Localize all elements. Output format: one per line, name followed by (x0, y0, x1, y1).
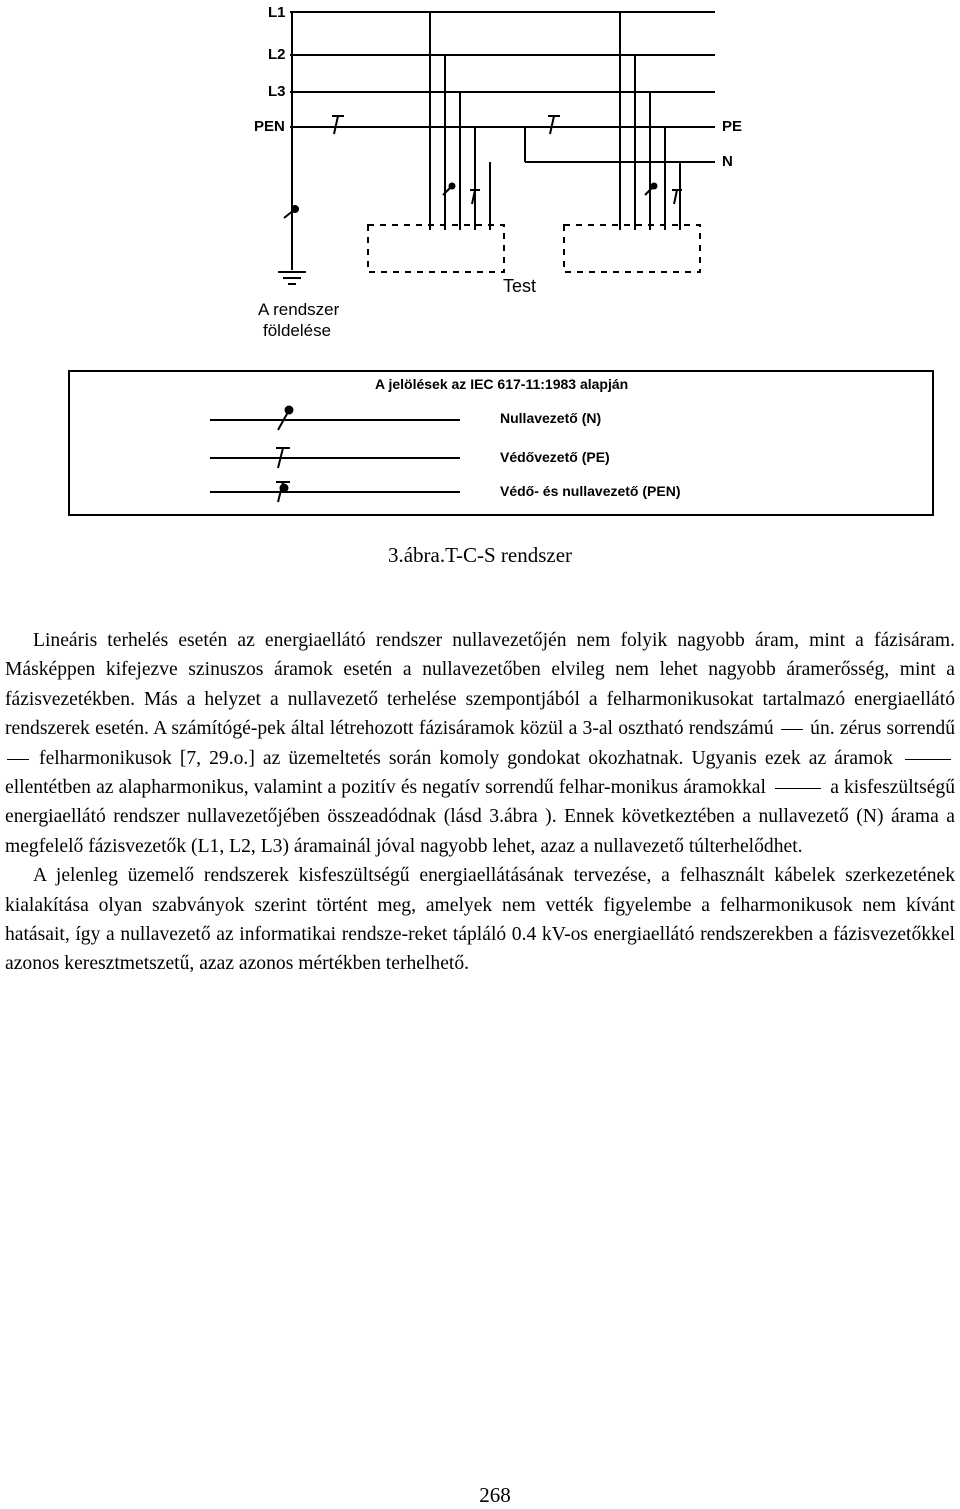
label-earthing-1: A rendszer (258, 300, 340, 319)
legend-title: A jelölések az IEC 617-11:1983 alapján (375, 376, 629, 392)
paragraph-1: Lineáris terhelés esetén az energiaellátó rendszer nullavezetőjén nem folyik nagyobb áram, mint a fázisáram. Másképpen kifejezve szinuszos áramok esetén a nullavezetőben elvileg nem lehet nagyobb áramerősség, mint a fázisvezetékben. Más a helyzet a nullavezető terhelése szempontjából a felharmonikusokat tartalmazó energiaellátó rendszerek esetén. A számítógé-pek által létrehozott fázisáramok közül a 3-al osztható rendszámú ún. zérus sorrendű felharmonikusok [7, 29.o.] az üzemeltetés során komoly gondokat okozhatnak. Ugyanis ezek az áramok ellentétben az alapharmonikus, valamint a pozitív és negatív sorrendű felhar-monikus áramokkal a kisfeszültségű energiaellátó rendszer nullavezetőjében összeadódnak (lásd 3.ábra ). Ennek következtében a nullavezető (N) árama a megfelelő fázisvezetők (L1, L2, L3) áramainál jóval nagyobb lehet, azaz a nullavezető túlterhelődhet. (5, 630, 956, 857)
legend-box (68, 370, 934, 516)
label-pen: PEN (254, 118, 285, 135)
label-l3: L3 (268, 83, 286, 100)
figure-caption: 3.ábra.T-C-S rendszer (387, 543, 573, 567)
paragraph-2: A jelenleg üzemelő rendszerek kisfeszültségű energiaellátásának tervezése, a felhasznált kábelek szerkezetének kialakítása olyan szabványok szerint történt meg, amelyek nem vették figyelembe a felharmonikusok nem kívánt hatásait, így a nullavezető az informatikai rendsze-reket tápláló 0.4 kV-os energiaellátó rendszerekben a fázisvezetőkkel azonos keresztmetszetű, azaz azonos mértékben terhelhető. (5, 865, 955, 975)
label-earthing-2: földelése (263, 321, 332, 340)
label-pe: PE (722, 118, 743, 135)
load-box-1 (368, 225, 504, 272)
label-test: Test (503, 276, 537, 296)
body-text (5, 626, 955, 979)
legend-label-neutral: Nullavezető (N) (500, 410, 602, 426)
label-l2: L2 (268, 46, 286, 63)
load-box-2 (564, 225, 700, 272)
dash-line (905, 759, 951, 760)
dash-line (775, 788, 821, 789)
legend-label-protective: Védővezető (PE) (500, 449, 610, 465)
label-n: N (722, 153, 733, 170)
tcs-system-diagram (0, 0, 960, 360)
label-l1: L1 (268, 4, 286, 21)
dash-line (781, 729, 803, 730)
page-number: 268 (479, 1483, 511, 1507)
dash-line (7, 759, 29, 760)
legend-label-pen: Védő- és nullavezető (PEN) (500, 483, 681, 499)
